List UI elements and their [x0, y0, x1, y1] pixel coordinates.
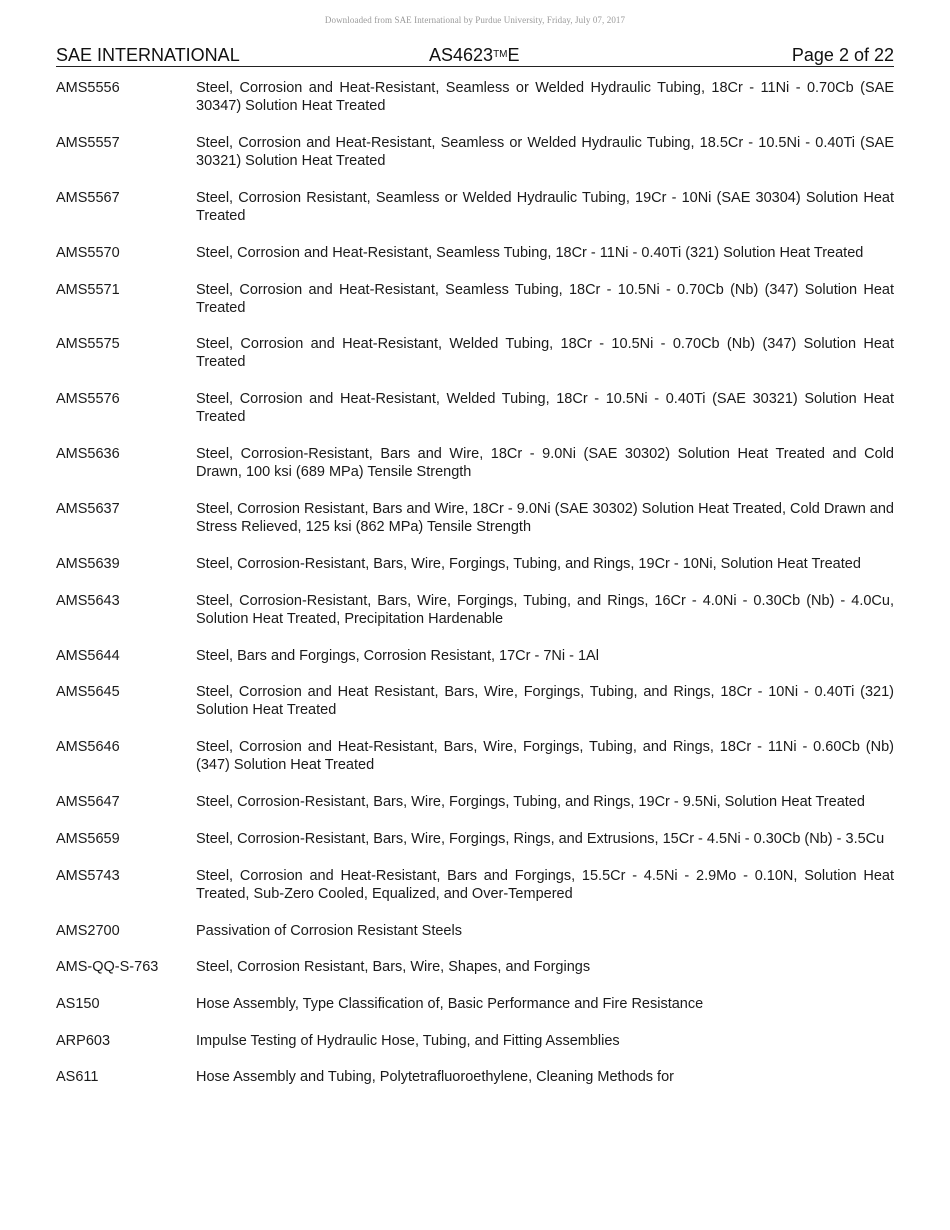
reference-row: [56, 335, 894, 371]
reference-row: [56, 244, 894, 262]
reference-code: AMS5643: [56, 592, 120, 609]
reference-title: Steel, Bars and Forgings, Corrosion Resistant, 17Cr - 7Ni - 1Al: [196, 647, 599, 664]
reference-code: AMS5575: [56, 336, 120, 353]
reference-title: Steel, Corrosion-Resistant, Bars, Wire, Forgings, Tubing, and Rings, 19Cr - 10Ni, Solution Heat Treated: [196, 556, 861, 573]
reference-code: AMS5637: [56, 501, 120, 518]
reference-row: [56, 500, 894, 536]
reference-row: [56, 1068, 894, 1086]
page-header: [56, 44, 894, 67]
page-number: Page 2 of 22: [791, 45, 894, 65]
reference-title: Steel, Corrosion and Heat-Resistant, Seamless or Welded Hydraulic Tubing, 18.5Cr - 10.5Ni - 0.40Ti (SAE 30321) Solution Heat Treated: [196, 134, 894, 169]
reference-code: ARP603: [56, 1032, 111, 1049]
reference-code: AS150: [56, 996, 100, 1013]
reference-code: AMS5556: [56, 80, 120, 96]
reference-code: AS611: [56, 1069, 99, 1086]
reference-code: AMS5646: [56, 739, 120, 756]
reference-code: AMS5659: [56, 831, 120, 848]
reference-code: AMS5644: [56, 647, 120, 664]
reference-code: AMS5576: [56, 391, 120, 408]
reference-code: AMS5645: [56, 684, 120, 701]
reference-code: AMS5557: [56, 134, 120, 151]
reference-title: Hose Assembly, Type Classification of, Basic Performance and Fire Resistance: [196, 996, 704, 1013]
reference-code: AMS5571: [56, 281, 120, 298]
reference-row: [56, 738, 894, 774]
reference-title: Steel, Corrosion and Heat-Resistant, Seamless Tubing, 18Cr - 11Ni - 0.40Ti (321) Solution Heat Treated: [196, 244, 864, 261]
reference-row: [56, 647, 894, 665]
reference-title: Steel, Corrosion-Resistant, Bars, Wire, Forgings, Rings, and Extrusions, 15Cr - 4.5Ni - 0.30Cb (Nb) - 3.5Cu: [196, 831, 885, 848]
document-number: [429, 44, 520, 66]
reference-code: AMS5636: [56, 446, 120, 463]
reference-title: Hose Assembly and Tubing, Polytetrafluoroethylene, Cleaning Methods for: [196, 1069, 674, 1086]
reference-row: [56, 793, 894, 811]
reference-title: Steel, Corrosion-Resistant, Bars and Wire, 18Cr - 9.0Ni (SAE 30302) Solution Heat Treated and Cold Drawn, 100 ksi (689 MPa) Tensile Strength: [196, 446, 894, 481]
reference-row: [56, 189, 894, 225]
reference-code: AMS5639: [56, 556, 120, 573]
reference-code: AMS2700: [56, 922, 120, 939]
reference-code: AMS5647: [56, 794, 120, 811]
publisher-name: SAE INTERNATIONAL: [56, 45, 240, 65]
reference-row: [56, 867, 894, 903]
reference-row: [56, 79, 894, 115]
reference-title: Steel, Corrosion Resistant, Seamless or Welded Hydraulic Tubing, 19Cr - 10Ni (SAE 30304) Solution Heat Treated: [196, 189, 894, 224]
trademark-mark: TM: [493, 49, 508, 60]
reference-title: Steel, Corrosion and Heat Resistant, Bars, Wire, Forgings, Tubing, and Rings, 18Cr - 10Ni - 0.40Ti (321) Solution Heat Treated: [196, 684, 894, 719]
reference-title: Steel, Corrosion and Heat-Resistant, Welded Tubing, 18Cr - 10.5Ni - 0.70Cb (Nb) (347) Solution Heat Treated: [196, 336, 894, 371]
reference-title: Steel, Corrosion Resistant, Bars, Wire, Shapes, and Forgings: [196, 959, 591, 976]
reference-title: Passivation of Corrosion Resistant Steels: [196, 922, 462, 939]
reference-row: [56, 995, 894, 1013]
reference-code: AMS-QQ-S-763: [56, 959, 159, 976]
reference-row: [56, 555, 894, 573]
reference-title: Steel, Corrosion and Heat-Resistant, Bars, Wire, Forgings, Tubing, and Rings, 18Cr - 11Ni - 0.60Cb (Nb) (347) Solution Heat Treated: [196, 739, 894, 774]
document-revision: E: [507, 45, 520, 65]
reference-title: Steel, Corrosion and Heat-Resistant, Seamless or Welded Hydraulic Tubing, 18Cr - 11Ni - 0.70Cb (SAE 30347) Solution Heat Treated: [196, 80, 894, 114]
reference-title: Steel, Corrosion Resistant, Bars and Wire, 18Cr - 9.0Ni (SAE 30302) Solution Heat Treated, Cold Drawn and Stress Relieved, 125 ksi (862 MPa) Tensile Strength: [196, 501, 894, 536]
download-watermark: Downloaded from SAE International by Purdue University, Friday, July 07, 2017: [324, 15, 626, 25]
reference-row: [56, 1032, 894, 1050]
document-number-base: AS4623: [429, 45, 494, 65]
reference-row: [56, 134, 894, 170]
reference-code: AMS5743: [56, 867, 120, 884]
reference-title: Steel, Corrosion-Resistant, Bars, Wire, Forgings, Tubing, and Rings, 19Cr - 9.5Ni, Solution Heat Treated: [196, 794, 865, 811]
reference-row: [56, 958, 894, 976]
reference-title: Steel, Corrosion and Heat-Resistant, Seamless Tubing, 18Cr - 10.5Ni - 0.70Cb (Nb) (347) Solution Heat Treated: [196, 281, 894, 316]
reference-row: [56, 592, 894, 628]
reference-title: Steel, Corrosion and Heat-Resistant, Welded Tubing, 18Cr - 10.5Ni - 0.40Ti (SAE 30321) Solution Heat Treated: [196, 391, 894, 426]
reference-row: [56, 683, 894, 719]
reference-row: [56, 281, 894, 317]
reference-title: Steel, Corrosion-Resistant, Bars, Wire, Forgings, Tubing, and Rings, 16Cr - 4.0Ni - 0.30Cb (Nb) - 4.0Cu, Solution Heat Treated, Precipitation Hardenable: [196, 592, 894, 627]
reference-title: Steel, Corrosion and Heat-Resistant, Bars and Forgings, 15.5Cr - 4.5Ni - 2.9Mo - 0.10N, Solution Heat Treated, Sub-Zero Cooled, Equalized, and Over-Tempered: [196, 867, 894, 902]
reference-row: [56, 922, 894, 940]
reference-title: Impulse Testing of Hydraulic Hose, Tubing, and Fitting Assemblies: [196, 1032, 620, 1049]
reference-list: [56, 79, 894, 1105]
reference-code: AMS5570: [56, 244, 120, 261]
reference-row: [56, 390, 894, 426]
reference-row: [56, 830, 894, 848]
reference-code: AMS5567: [56, 189, 120, 206]
reference-row: [56, 445, 894, 481]
